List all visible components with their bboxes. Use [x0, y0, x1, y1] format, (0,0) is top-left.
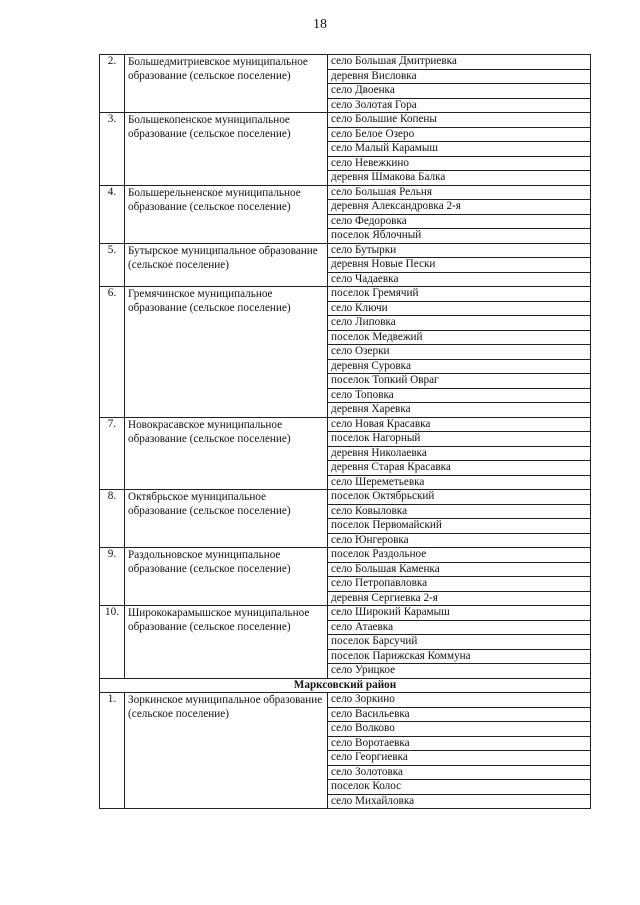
table-row — [100, 287, 591, 302]
settlement-name: село Большая Дмитриевка — [328, 55, 591, 70]
settlement-name: село Невежкино — [328, 156, 591, 171]
settlement-name: деревня Шмакова Балка — [328, 171, 591, 186]
settlement-name: село Васильевка — [328, 707, 591, 722]
row-number: 7. — [100, 417, 125, 490]
settlement-name: село Липовка — [328, 316, 591, 331]
settlement-name: деревня Сергиевка 2-я — [328, 591, 591, 606]
settlement-name: село Петропавловка — [328, 577, 591, 592]
municipality-name: Большерельненское муниципальное образование (сельское поселение) — [125, 185, 328, 243]
settlement-name: поселок Гремячий — [328, 287, 591, 302]
settlement-name: село Георгиевка — [328, 751, 591, 766]
settlement-name: поселок Раздольное — [328, 548, 591, 563]
settlement-name: село Новая Красавка — [328, 417, 591, 432]
settlement-name: село Волково — [328, 722, 591, 737]
settlement-name: село Атаевка — [328, 620, 591, 635]
settlement-name: село Малый Карамыш — [328, 142, 591, 157]
row-number: 8. — [100, 490, 125, 548]
settlement-name: село Зоркино — [328, 693, 591, 708]
row-number: 9. — [100, 548, 125, 606]
municipality-name: Ширококарамышское муниципальное образование (сельское поселение) — [125, 606, 328, 679]
settlement-name: поселок Топкий Овраг — [328, 374, 591, 389]
settlement-name: село Бутырки — [328, 243, 591, 258]
settlement-name: село Двоенка — [328, 84, 591, 99]
settlement-name: село Большие Копены — [328, 113, 591, 128]
settlement-name: село Шереметьевка — [328, 475, 591, 490]
settlements-table — [99, 54, 591, 809]
settlement-name: деревня Новые Пески — [328, 258, 591, 273]
municipality-name: Большедмитриевское муниципальное образование (сельское поселение) — [125, 55, 328, 113]
table-row — [100, 417, 591, 432]
page-number: 18 — [313, 17, 327, 32]
region-heading: Марксовский район — [100, 678, 591, 693]
municipality-name: Гремячинское муниципальное образование (сельское поселение) — [125, 287, 328, 418]
settlement-name: село Большая Рельня — [328, 185, 591, 200]
settlement-name: село Федоровка — [328, 214, 591, 229]
settlement-name: село Михайловка — [328, 794, 591, 809]
settlement-name: село Широкий Карамыш — [328, 606, 591, 621]
row-number: 6. — [100, 287, 125, 418]
row-number: 2. — [100, 55, 125, 113]
row-number: 4. — [100, 185, 125, 243]
settlement-name: поселок Первомайский — [328, 519, 591, 534]
settlement-name: поселок Колос — [328, 780, 591, 795]
settlement-name: поселок Барсучий — [328, 635, 591, 650]
settlement-name: поселок Парижская Коммуна — [328, 649, 591, 664]
settlement-name: поселок Октябрьский — [328, 490, 591, 505]
region-heading-row — [100, 678, 591, 693]
row-number: 1. — [100, 693, 125, 809]
municipality-name: Новокрасавское муниципальное образование (сельское поселение) — [125, 417, 328, 490]
table-row — [100, 113, 591, 128]
settlement-name: село Чадаевка — [328, 272, 591, 287]
settlement-name: село Золотая Гора — [328, 98, 591, 113]
table-row — [100, 548, 591, 563]
settlement-name: село Юнгеровка — [328, 533, 591, 548]
row-number: 5. — [100, 243, 125, 287]
table-row — [100, 490, 591, 505]
municipality-name: Раздольновское муниципальное образование (сельское поселение) — [125, 548, 328, 606]
settlement-name: деревня Александровка 2-я — [328, 200, 591, 215]
settlement-name: село Большая Каменка — [328, 562, 591, 577]
settlements-table-body — [100, 55, 591, 809]
municipality-name: Бутырское муниципальное образование (сельское поселение) — [125, 243, 328, 287]
settlement-name: деревня Старая Красавка — [328, 461, 591, 476]
settlement-name: село Ключи — [328, 301, 591, 316]
settlement-name: деревня Висловка — [328, 69, 591, 84]
row-number: 3. — [100, 113, 125, 186]
settlement-name: деревня Николаевка — [328, 446, 591, 461]
settlement-name: село Белое Озеро — [328, 127, 591, 142]
settlement-name: село Топовка — [328, 388, 591, 403]
settlement-name: поселок Нагорный — [328, 432, 591, 447]
table-row — [100, 185, 591, 200]
settlement-name: поселок Яблочный — [328, 229, 591, 244]
settlement-name: село Урицкое — [328, 664, 591, 679]
table-row — [100, 606, 591, 621]
table-row — [100, 243, 591, 258]
settlement-name: деревня Харевка — [328, 403, 591, 418]
table-row — [100, 693, 591, 708]
settlement-name: село Ковыловка — [328, 504, 591, 519]
settlement-name: деревня Суровка — [328, 359, 591, 374]
settlement-name: село Озерки — [328, 345, 591, 360]
settlement-name: село Воротаевка — [328, 736, 591, 751]
municipality-name: Зоркинское муниципальное образование (сельское поселение) — [125, 693, 328, 809]
settlement-name: поселок Медвежий — [328, 330, 591, 345]
row-number: 10. — [100, 606, 125, 679]
table-row — [100, 55, 591, 70]
municipality-name: Октябрьское муниципальное образование (сельское поселение) — [125, 490, 328, 548]
settlement-name: село Золотовка — [328, 765, 591, 780]
municipality-name: Большекопенское муниципальное образование (сельское поселение) — [125, 113, 328, 186]
